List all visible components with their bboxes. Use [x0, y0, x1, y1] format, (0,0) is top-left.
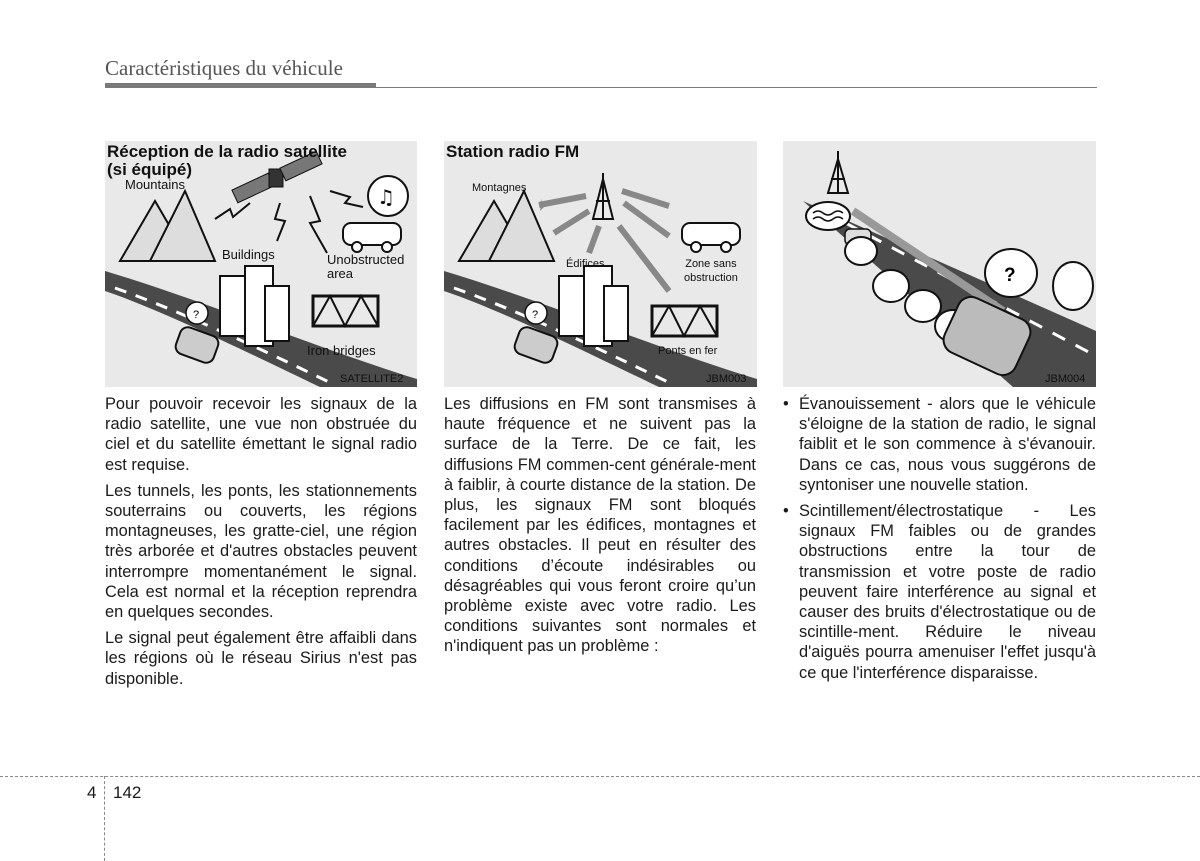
- bullet-text: Évanouissement - alors que le véhicule s'éloigne de la station de radio, le signal faiblit et le son commence à s'évanouir. Dans ce cas, nous vous suggérons de syntoniser une nouvelle station.: [799, 395, 1096, 494]
- label-iron-bridges: Ponts en fer: [658, 345, 718, 357]
- paragraph: Les tunnels, les ponts, les stationnements souterrains ou couverts, les régions montagneuses, les gratte-ciel, une région très arborée et d'autres obstacles peuvent interrompre momentanément le signal. Cela est normal et la réception reprendra en quelques secondes.: [105, 481, 417, 622]
- header-rule-accent: [105, 83, 376, 88]
- bullet-item: [783, 394, 1096, 495]
- label-unobstructed-area: Unobstructed area: [327, 252, 405, 281]
- bullet-icon: •: [783, 395, 789, 413]
- figure-heading: Station radio FM: [446, 142, 580, 161]
- fading-illustration: [783, 141, 1096, 387]
- label-mountains: Montagnes: [472, 182, 527, 194]
- question-icon: ?: [532, 309, 539, 321]
- music-icon: ♫: [377, 185, 395, 209]
- paragraph: Le signal peut également être affaibli dans les régions où le réseau Sirius n'est pas disponible.: [105, 629, 417, 688]
- figure-satellite-reception: [105, 141, 417, 387]
- bullet-item: [783, 501, 1096, 683]
- footer-vertical-rule: [104, 776, 105, 861]
- question-icon: ?: [193, 309, 200, 321]
- column-middle: [444, 394, 756, 663]
- column-left: [105, 394, 417, 695]
- label-buildings: Édifices: [566, 258, 605, 270]
- radio-tower-icon: [593, 173, 613, 219]
- label-mountains: Mountains: [125, 177, 185, 192]
- bullet-icon: •: [783, 502, 789, 521]
- bullet-text: Scintillement/électrostatique - Les signaux FM faibles ou de grandes obstructions entre la tour de transmission et votre poste de radio peuvent faire interférence au signal et causer des bruits d'électrostatique ou de scintille-ment. Réduire le niveau d'aiguës pourra amenuiser l'effet jusqu'à ce que l'interférence disparaisse.: [799, 502, 1096, 682]
- paragraph: Pour pouvoir recevoir les signaux de la radio satellite, une vue non obstruée du ciel et du satellite émettant le signal radio est requise.: [105, 395, 417, 474]
- question-icon: ?: [1004, 265, 1016, 286]
- page-header-title: Caractéristiques du véhicule: [105, 56, 343, 80]
- label-unobstructed-area: Zone sans obstruction: [684, 258, 738, 284]
- label-iron-bridges: Iron bridges: [307, 343, 376, 358]
- figure-code: JBM003: [706, 373, 747, 385]
- figure-code: SATELLITE2: [340, 373, 404, 385]
- footer-rule: [0, 776, 1200, 777]
- radio-tower-icon: [828, 151, 848, 193]
- column-right: [783, 394, 1096, 689]
- page-number: 142: [113, 783, 142, 802]
- figure-fm-station: [444, 141, 757, 387]
- figure-heading: Réception de la radio satellite (si équipé): [107, 142, 347, 179]
- figure-signal-fading: [783, 141, 1096, 387]
- header-rule: [376, 87, 1097, 88]
- paragraph: Les diffusions en FM sont transmises à haute fréquence et ne suivent pas la surface de la Terre. De ce fait, les diffusions FM commen-cent générale-ment à faiblir, à courte distance de la station. De plus, les signaux FM sont bloqués facilement par les édifices, montagnes et autres obstacles. Il peut en résulter des conditions d’écoute indésirables ou désagréables qui vous feront croire qu’un problème existe avec votre radio. Les conditions suivantes sont normales et n'indiquent pas un problème :: [444, 395, 756, 656]
- chapter-number: 4: [87, 783, 97, 802]
- label-buildings: Buildings: [222, 247, 275, 262]
- figure-code: JBM004: [1045, 373, 1086, 385]
